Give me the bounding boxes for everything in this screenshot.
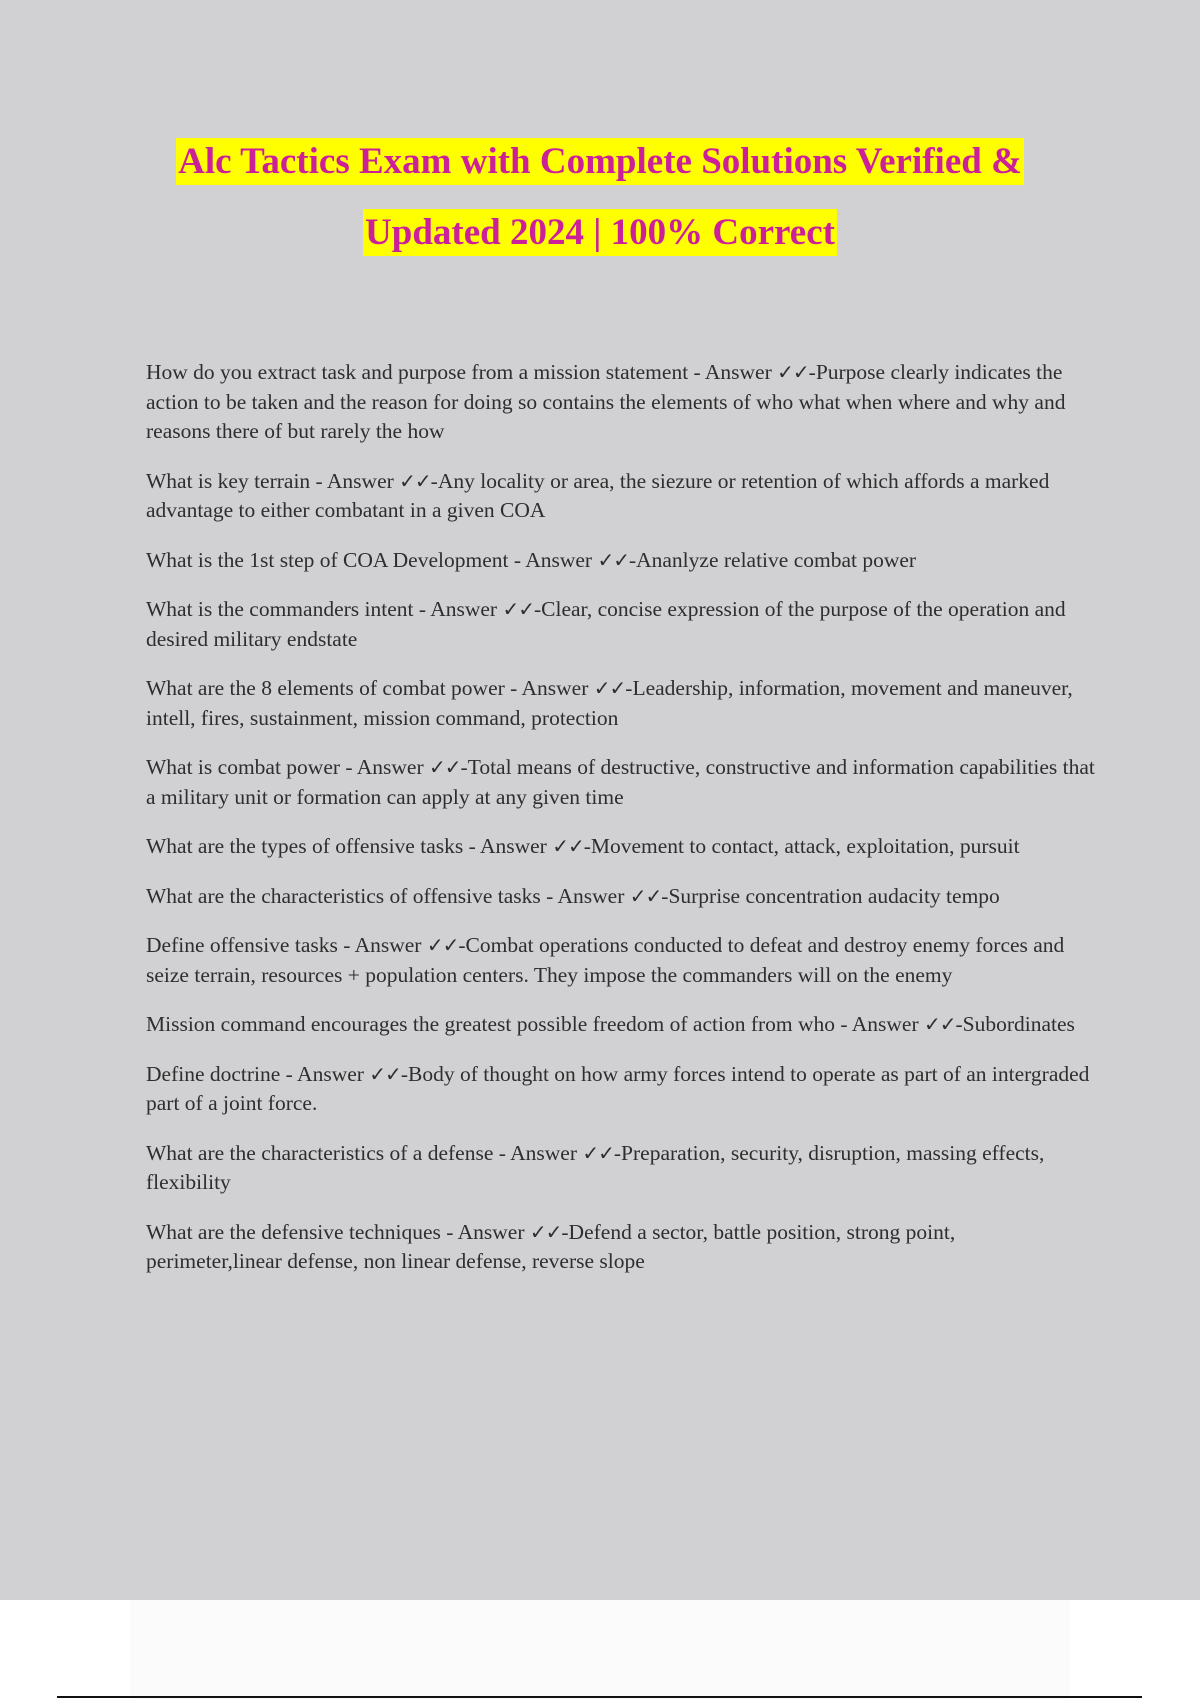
- question-text: Define offensive tasks -: [146, 933, 355, 957]
- question-text: What is the commanders intent -: [146, 597, 431, 621]
- qa-item: [146, 595, 1096, 654]
- question-text: What is the 1st step of COA Development -: [146, 547, 526, 572]
- answer-label: Answer: [704, 360, 772, 384]
- double-check-icon: ✓✓: [502, 597, 534, 621]
- question-text: What are the types of offensive tasks -: [146, 834, 480, 858]
- answer-text: -Combat operations conducted to defeat and destroy enemy forces and seize terrain, resources + population centers. They impose the commanders will on the enemy: [146, 933, 1065, 987]
- qa-item: [146, 753, 1096, 812]
- answer-label: Answer: [557, 883, 625, 908]
- answer-text: -Leadership, information, movement and maneuver, intell, fires, sustainment, mission command, protection: [146, 676, 1073, 730]
- question-text: What is key terrain -: [146, 468, 327, 493]
- double-check-icon: ✓✓: [923, 1012, 956, 1036]
- answer-label: Answer: [326, 468, 394, 493]
- next-page-strip: [0, 1600, 1200, 1700]
- answer-text: -Total means of destructive, constructive and information capabilities that a military unit or formation can apply at any given time: [146, 755, 1095, 809]
- answer-label: Answer: [457, 1219, 525, 1244]
- answer-text: -Surprise concentration audacity tempo: [661, 883, 1000, 908]
- answer-label: Answer: [479, 834, 547, 858]
- double-check-icon: ✓✓: [529, 1219, 562, 1244]
- question-text: What are the 8 elements of combat power -: [146, 676, 522, 700]
- question-text: What is combat power -: [146, 755, 357, 779]
- double-check-icon: ✓✓: [399, 468, 431, 493]
- qa-item: [146, 1139, 1096, 1198]
- qa-item: [146, 931, 1096, 990]
- qa-item: [146, 882, 1096, 912]
- answer-text: -Preparation, security, disruption, massing effects, flexibility: [146, 1140, 1045, 1194]
- double-check-icon: ✓✓: [429, 755, 461, 779]
- question-text: What are the characteristics of offensive tasks -: [146, 883, 558, 908]
- answer-text: -Purpose clearly indicates the action to be taken and the reason for doing so contains the elements of who what when where and why and reasons there of but rarely the how: [146, 360, 1066, 443]
- answer-text: -Ananlyze relative combat power: [628, 547, 917, 572]
- double-check-icon: ✓✓: [593, 676, 626, 700]
- question-text: Mission command encourages the greatest possible freedom of action from who -: [146, 1012, 852, 1036]
- double-check-icon: ✓✓: [597, 547, 629, 572]
- double-check-icon: ✓✓: [369, 1061, 401, 1086]
- double-check-icon: ✓✓: [629, 883, 662, 908]
- answer-text: -Subordinates: [955, 1012, 1075, 1036]
- double-check-icon: ✓✓: [582, 1140, 614, 1165]
- double-check-icon: ✓✓: [552, 834, 584, 858]
- qa-item: [146, 1060, 1096, 1119]
- qa-item: [146, 674, 1096, 733]
- double-check-icon: ✓✓: [777, 360, 809, 384]
- horizontal-rule: [57, 1696, 1142, 1698]
- answer-text: -Body of thought on how army forces intend to operate as part of an intergraded part of a joint force.: [146, 1061, 1090, 1115]
- next-page-sheet: [130, 1600, 1070, 1700]
- title-line-2: Updated 2024 | 100% Correct: [363, 209, 837, 256]
- qa-item: [146, 546, 1096, 576]
- qa-list: [146, 358, 1096, 1297]
- qa-item: [146, 832, 1096, 862]
- answer-label: Answer: [525, 547, 593, 572]
- answer-text: -Any locality or area, the siezure or retention of which affords a marked advantage to either combatant in a given COA: [146, 468, 1050, 522]
- title-line-1: Alc Tactics Exam with Complete Solutions Verified &: [176, 138, 1024, 185]
- question-text: What are the defensive techniques -: [146, 1219, 458, 1244]
- qa-item: [146, 1010, 1096, 1040]
- question-text: What are the characteristics of a defense -: [146, 1140, 511, 1165]
- document-title: [0, 138, 1200, 256]
- qa-item: [146, 467, 1096, 526]
- answer-text: -Defend a sector, battle position, strong point, perimeter,linear defense, non linear defense, reverse slope: [146, 1219, 956, 1273]
- answer-label: Answer: [356, 755, 424, 779]
- answer-label: Answer: [297, 1061, 364, 1086]
- answer-label: Answer: [354, 933, 422, 957]
- answer-label: Answer: [521, 676, 589, 700]
- answer-label: Answer: [510, 1140, 577, 1165]
- answer-text: -Movement to contact, attack, exploitation, pursuit: [583, 834, 1020, 858]
- answer-label: Answer: [430, 597, 498, 621]
- question-text: Define doctrine -: [146, 1061, 298, 1086]
- qa-item: [146, 1218, 1096, 1277]
- answer-label: Answer: [851, 1012, 919, 1036]
- qa-item: [146, 358, 1096, 447]
- double-check-icon: ✓✓: [426, 933, 459, 957]
- answer-text: -Clear, concise expression of the purpose of the operation and desired military endstate: [146, 597, 1066, 651]
- question-text: How do you extract task and purpose from a mission statement -: [146, 360, 705, 384]
